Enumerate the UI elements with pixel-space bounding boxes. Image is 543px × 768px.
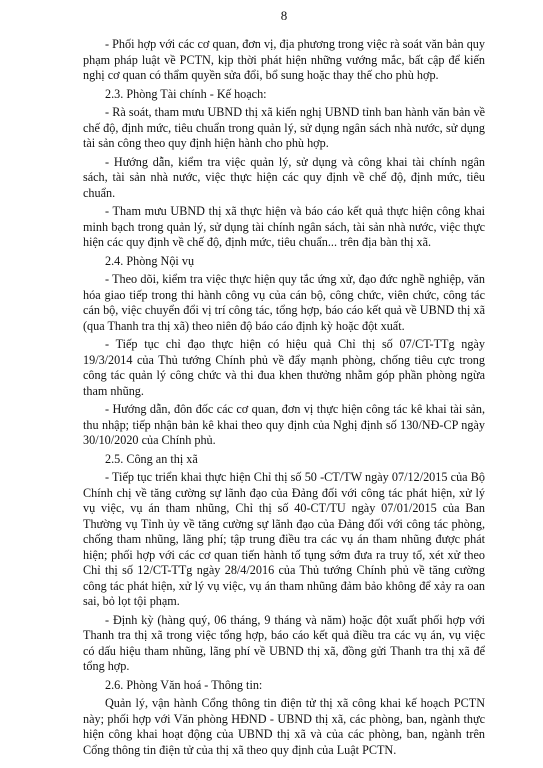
paragraph: - Hướng dẫn, đôn đốc các cơ quan, đơn vị thực hiện công tác kê khai tài sản, thu nhập; tiếp nhận bản kê khai theo quy định của Nghị định số 130/NĐ-CP ngày 30/10/2020 của Chính phủ. <box>83 402 485 447</box>
section-heading: 2.6. Phòng Văn hoá - Thông tin: <box>105 677 263 692</box>
section-heading: 2.4. Phòng Nội vụ <box>105 253 195 268</box>
paragraph: - Tiếp tục chỉ đạo thực hiện có hiệu quả Chỉ thị số 07/CT-TTg ngày 19/3/2014 của Thủ tướng Chính phủ về đẩy mạnh phòng, chống tiêu cực trong công tác quản lý công chức và thi đua khen thưởng nhằm góp phần phòng ngừa tham nhũng. <box>83 337 485 398</box>
paragraph: - Theo dõi, kiểm tra việc thực hiện quy tắc ứng xử, đạo đức nghề nghiệp, văn hóa giao tiếp trong thi hành công vụ của cán bộ, công chức, viên chức, công tác cán bộ, việc chuyển đổi vị trí công tác, tổng hợp, báo cáo kết quả về UBND thị xã (qua Thanh tra thị xã) theo niên độ báo cáo định kỳ hoặc đột xuất. <box>83 272 485 333</box>
paragraph: - Tiếp tục triển khai thực hiện Chỉ thị số 50 -CT/TW ngày 07/12/2015 của Bộ Chính chị về tăng cường sự lãnh đạo của Đảng đối với công tác phát hiện, xử lý vụ việc, vụ án tham nhũng, Chỉ thị số 40-CT/TU ngày 07/01/2015 của Ban Thường vụ Tỉnh ủy về tăng cường sự lãnh đạo của Đảng đối với công tác phòng, chống tham nhũng, lãng phí; tập trung điều tra các vụ án tham nhũng được phát hiện; phối hợp với các cơ quan tiến hành tố tụng sớm đưa ra truy tố, xét xử theo Chỉ thị số 12/CT-TTg ngày 28/4/2016 của Thủ tướng Chính phủ về tăng cường công tác phát hiện, xử lý vụ việc, vụ án tham nhũng đảm bảo không để xảy ra oan sai, bỏ lọt tội phạm. <box>83 470 485 608</box>
section-heading: 2.3. Phòng Tài chính - Kế hoạch: <box>105 86 267 101</box>
paragraph: - Định kỳ (hàng quý, 06 tháng, 9 tháng và năm) hoặc đột xuất phối hợp với Thanh tra thị xã trong việc tổng hợp, báo cáo kết quả điều tra các vụ án, vụ việc có dấu hiệu tham nhũng, lãng phí về UBND thị xã, đồng gửi Thanh tra thị xã để tổng hợp. <box>83 612 485 673</box>
page-number: 8 <box>280 8 288 23</box>
paragraph: Quản lý, vận hành Cổng thông tin điện tử thị xã công khai kế hoạch PCTN này; phối hợp với Văn phòng HĐND - UBND thị xã, các phòng, ban, ngành thực hiện công khai hoạt động của UBND thị xã và của các phòng, ban, ngành trên Cổng thông tin điện tử của thị xã theo quy định của Luật PCTN. <box>83 696 485 757</box>
paragraph: - Phối hợp với các cơ quan, đơn vị, địa phương trong việc rà soát văn bản quy phạm pháp luật về PCTN, kịp thời phát hiện những vướng mắc, bất cập để kiến nghị cơ quan có thẩm quyền sửa đổi, bổ sung hoặc thay thế cho phù hợp. <box>83 37 485 82</box>
paragraph: - Rà soát, tham mưu UBND thị xã kiến nghị UBND tỉnh ban hành văn bản về chế độ, định mức, tiêu chuẩn trong quản lý, sử dụng ngân sách nhà nước, sử dụng tài sản công theo quy định hiện hành cho phù hợp. <box>83 105 485 150</box>
section-heading: 2.5. Công an thị xã <box>105 451 198 466</box>
paragraph: - Hướng dẫn, kiểm tra việc quản lý, sử dụng và công khai tài chính ngân sách, tài sản nhà nước, việc thực hiện các quy định về chế độ, định mức, tiêu chuẩn. <box>83 154 485 200</box>
paragraph: - Tham mưu UBND thị xã thực hiện và báo cáo kết quả thực hiện công khai minh bạch trong quản lý, sử dụng tài chính ngân sách, tài sản nhà nước, việc thực hiện các quy định về chế độ, định mức, tiêu chuẩn... trên địa bàn thị xã. <box>83 204 485 249</box>
